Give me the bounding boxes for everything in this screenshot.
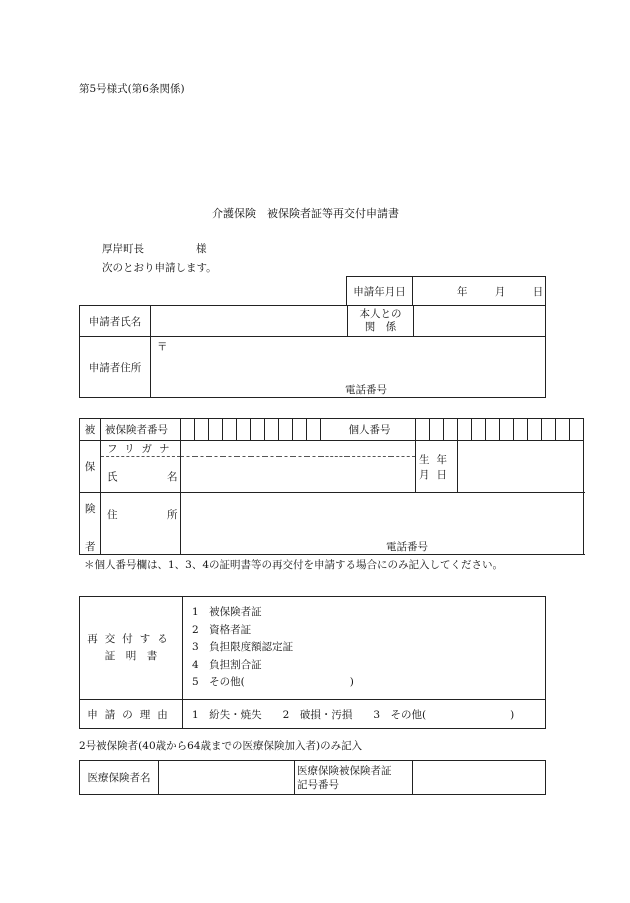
insured-number-cell[interactable] xyxy=(307,419,321,441)
reason-label: 申請の理由 xyxy=(80,700,183,729)
furigana-label: フリガナ xyxy=(101,441,181,457)
personal-number-note: ＊個人番号欄は、1、3、4の証明書等の再交付を申請する場合にのみ記入してください。 xyxy=(84,559,504,571)
insured-side-char-2: 保 xyxy=(80,441,101,493)
reissue-label-line2: 証 明 書 xyxy=(104,650,158,662)
relation-field[interactable] xyxy=(414,306,546,337)
form-number: 第5号様式(第6条関係) xyxy=(79,83,185,95)
applicant-name-field[interactable] xyxy=(151,306,348,337)
form-title: 介護保険 被保険者証等再交付申請書 xyxy=(212,207,399,220)
insured-name-label xyxy=(101,457,181,493)
personal-number-cell[interactable] xyxy=(416,419,430,441)
certificate-list xyxy=(183,597,546,700)
personal-number-cell[interactable] xyxy=(430,419,444,441)
insured-number-cell[interactable] xyxy=(209,419,223,441)
applicant-name-label: 申請者氏名 xyxy=(80,306,151,337)
spacer-cell xyxy=(321,419,347,441)
personal-number-cell[interactable] xyxy=(458,419,472,441)
reissue-label-line1: 再交付する xyxy=(87,633,175,645)
insured-address-field[interactable] xyxy=(181,493,584,555)
certificate-item[interactable]: 2 資格者証 xyxy=(192,623,252,636)
insured-address-label xyxy=(101,493,181,555)
medical-insurance-table xyxy=(79,760,546,795)
insured-table xyxy=(79,418,584,555)
application-date-field[interactable] xyxy=(413,277,546,306)
addressee-honorific: 様 xyxy=(196,243,207,255)
insured-name-label-2: 名 xyxy=(167,471,178,483)
certificate-item[interactable]: 3 負担限度額認定証 xyxy=(192,641,294,654)
relation-label xyxy=(348,306,414,337)
application-date-label: 申請年月日 xyxy=(347,277,413,306)
insured-name-label-1: 氏 xyxy=(107,471,118,483)
certificate-item[interactable]: 5 その他( ) xyxy=(192,676,354,689)
personal-number-cell[interactable] xyxy=(556,419,570,441)
year-label: 年 xyxy=(457,285,468,298)
insurance-symbol-label-1: 医療保険被保険者証 xyxy=(297,764,392,777)
reason-options[interactable]: 1 紛失・焼失 2 破損・汚損 3 その他( ) xyxy=(183,700,546,729)
insured-address-label-1: 住 xyxy=(107,509,118,521)
personal-number-cell[interactable] xyxy=(514,419,528,441)
insurance-symbol-field[interactable] xyxy=(413,761,546,795)
personal-number-cell[interactable] xyxy=(542,419,556,441)
personal-number-cell[interactable] xyxy=(486,419,500,441)
applicant-address-field[interactable] xyxy=(151,337,546,398)
insured-number-cell[interactable] xyxy=(279,419,293,441)
month-label: 月 xyxy=(494,285,506,298)
insured-side-chars-lower xyxy=(80,493,101,555)
insured-phone-label: 電話番号 xyxy=(386,541,428,553)
intro-text: 次のとおり申請します。 xyxy=(102,262,217,274)
birth-date-field[interactable] xyxy=(458,441,584,493)
certificate-item[interactable]: 1 被保険者証 xyxy=(192,606,262,619)
insured-side-char-3: 険 xyxy=(85,503,96,515)
personal-number-cell[interactable] xyxy=(444,419,458,441)
insurer-name-label: 医療保険者名 xyxy=(80,761,159,795)
insured-side-char-4: 者 xyxy=(85,541,96,553)
reissue-table xyxy=(79,596,546,729)
insurance-symbol-label-2: 記号番号 xyxy=(297,778,339,791)
reissue-label xyxy=(80,597,183,700)
postal-mark: 〒 xyxy=(157,341,168,353)
secondary-insured-heading: 2号被保険者(40歳から64歳までの医療保険加入者)のみ記入 xyxy=(79,740,363,752)
personal-number-cell[interactable] xyxy=(472,419,486,441)
application-date-table xyxy=(346,276,546,306)
insurer-name-field[interactable] xyxy=(159,761,295,795)
insured-number-cell[interactable] xyxy=(181,419,195,441)
insured-number-cell[interactable] xyxy=(195,419,209,441)
insured-number-cell[interactable] xyxy=(223,419,237,441)
insured-address-label-2: 所 xyxy=(167,509,178,521)
applicant-table xyxy=(79,305,546,398)
insured-name-field[interactable] xyxy=(181,457,416,493)
insured-number-cell[interactable] xyxy=(237,419,251,441)
furigana-field[interactable] xyxy=(181,441,416,457)
insured-side-char-1: 被 xyxy=(80,419,101,441)
personal-number-label: 個人番号 xyxy=(347,419,416,441)
day-label: 日 xyxy=(532,285,544,298)
applicant-phone-label: 電話番号 xyxy=(345,384,387,396)
birth-date-label: 生年月日 xyxy=(416,441,458,493)
insured-number-cell[interactable] xyxy=(265,419,279,441)
insured-number-cell[interactable] xyxy=(293,419,307,441)
insured-number-label: 被保険者番号 xyxy=(101,419,181,441)
applicant-address-label: 申請者住所 xyxy=(80,337,151,398)
insurance-symbol-label xyxy=(295,761,413,795)
relation-label-line2: 関 係 xyxy=(364,321,397,333)
personal-number-cell[interactable] xyxy=(500,419,514,441)
personal-number-cell[interactable] xyxy=(570,419,584,441)
certificate-item[interactable]: 4 負担割合証 xyxy=(192,658,262,671)
personal-number-cell[interactable] xyxy=(528,419,542,441)
insured-number-cell[interactable] xyxy=(251,419,265,441)
relation-label-line1: 本人との xyxy=(359,308,402,320)
addressee: 厚岸町長 xyxy=(102,243,144,255)
